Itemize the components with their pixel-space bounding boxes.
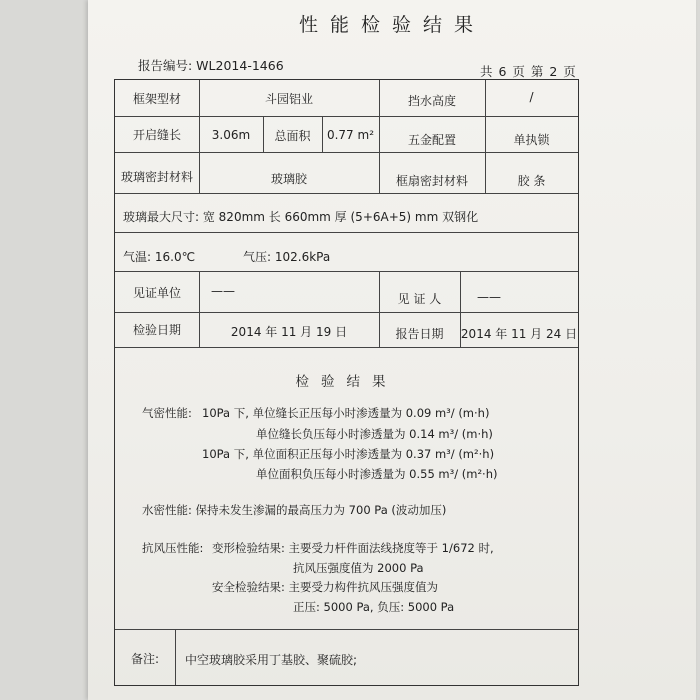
airtight-line-4: 单位面积负压每小时渗透量为 0.55 m³/ (m²·h) <box>256 467 498 481</box>
frame-seal-value: 胶 条 <box>517 174 546 188</box>
airtight-line-1: 10Pa 下, 单位缝长正压每小时渗透量为 0.09 m³/ (m·h) <box>202 406 490 420</box>
temperature: 气温: 16.0℃ <box>123 250 196 264</box>
row-divider <box>115 347 578 348</box>
hardware-value: 单执锁 <box>513 133 550 147</box>
airtight-line-3: 10Pa 下, 单位面积正压每小时渗透量为 0.37 m³/ (m²·h) <box>202 447 495 461</box>
frame-value: 斗园铝业 <box>264 92 313 106</box>
page-info: 共 6 页 第 2 页 <box>480 64 577 79</box>
remark-text: 中空玻璃胶采用丁基胶、聚硫胶; <box>185 653 358 667</box>
area-value: 0.77 m² <box>326 128 375 142</box>
hardware-label: 五金配置 <box>407 133 456 147</box>
glass-seal-value: 玻璃胶 <box>270 172 307 186</box>
row-divider <box>115 232 578 233</box>
row-divider <box>115 312 578 313</box>
test-results-form <box>114 79 579 686</box>
witness-unit-label: 见证单位 <box>132 286 181 300</box>
watertight-result: 水密性能: 保持未发生渗漏的最高压力为 700 Pa (波动加压) <box>142 503 447 517</box>
report-date-value: 2014 年 11 月 24 日 <box>460 327 578 341</box>
wind-line-2: 抗风压强度值为 2000 Pa <box>293 561 424 575</box>
gap-length-label: 开启缝长 <box>132 128 181 142</box>
wind-line-1: 变形检验结果: 主要受力杆件面法线挠度等于 1/672 时, <box>212 541 494 555</box>
wind-pressure-label: 抗风压性能: <box>142 541 204 555</box>
row-divider <box>115 152 578 153</box>
area-label: 总面积 <box>274 129 311 143</box>
gap-length-value: 3.06m <box>211 128 251 142</box>
col-divider <box>175 629 176 685</box>
glass-seal-label: 玻璃密封材料 <box>120 170 193 184</box>
airtight-line-2: 单位缝长负压每小时渗透量为 0.14 m³/ (m·h) <box>256 427 493 441</box>
row-divider <box>115 116 578 117</box>
row-divider <box>115 629 578 630</box>
glass-size: 玻璃最大尺寸: 宽 820mm 长 660mm 厚 (5+6A+5) mm 双钢化 <box>123 210 479 224</box>
wind-line-3: 安全检验结果: 主要受力构件抗风压强度值为 <box>212 580 439 594</box>
report-number: 报告编号: WL2014-1466 <box>138 58 284 73</box>
wind-line-4: 正压: 5000 Pa, 负压: 5000 Pa <box>293 600 455 614</box>
frame-seal-label: 框扇密封材料 <box>395 174 468 188</box>
row-divider <box>115 193 578 194</box>
water-height-value: / <box>529 90 534 104</box>
witness-label: 见 证 人 <box>397 292 442 306</box>
airtight-label: 气密性能: <box>142 406 192 420</box>
report-date-label: 报告日期 <box>395 327 444 341</box>
water-height-label: 挡水高度 <box>407 94 456 108</box>
witness-value: —— <box>477 290 501 304</box>
test-date-label: 检验日期 <box>132 323 181 337</box>
remark-label: 备注: <box>130 652 160 666</box>
row-divider <box>115 271 578 272</box>
witness-unit-value: —— <box>211 284 235 298</box>
frame-label: 框架型材 <box>132 92 181 106</box>
document-page <box>88 0 696 700</box>
test-date-value: 2014 年 11 月 19 日 <box>230 325 348 339</box>
document-title: 性能检验结果 <box>298 14 485 36</box>
pressure: 气压: 102.6kPa <box>243 250 331 264</box>
results-heading: 检验结果 <box>295 374 398 390</box>
